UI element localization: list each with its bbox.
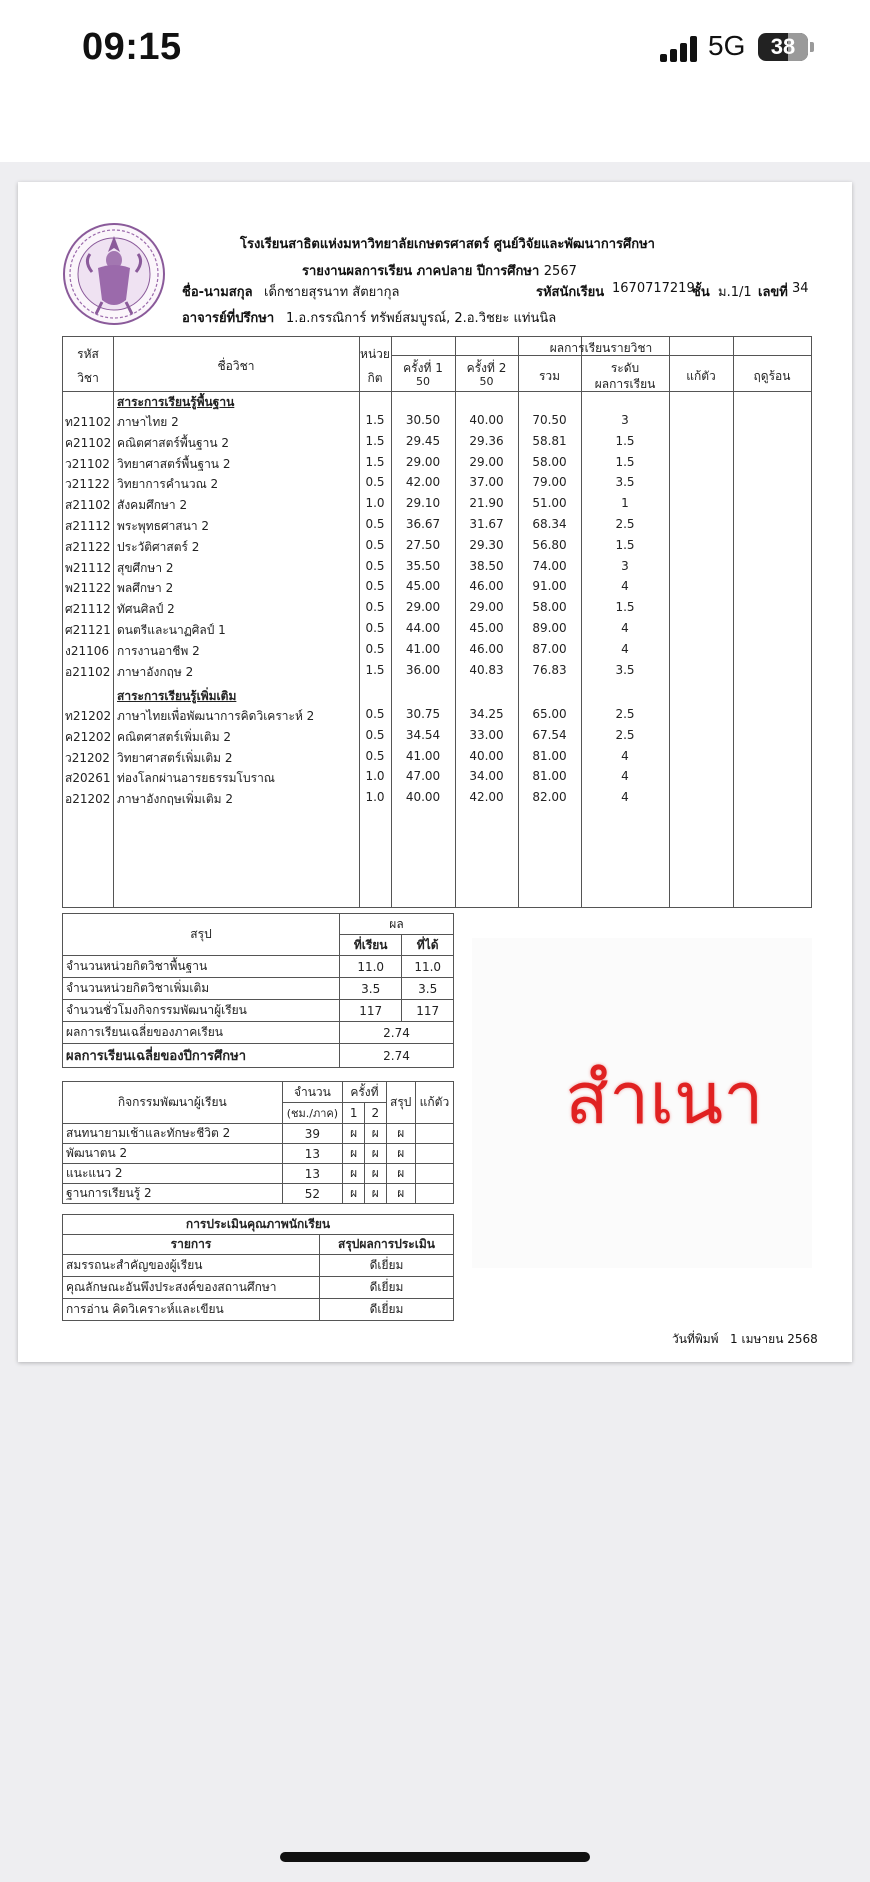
grade-row-t1: 40.00 <box>405 790 441 805</box>
grade-row-name: ภาษาไทย 2 <box>117 415 179 429</box>
grade-row-name: การงานอาชีพ 2 <box>117 643 200 658</box>
number-value: 34 <box>792 281 809 296</box>
student-id-label: รหัสนักเรียน <box>536 285 605 300</box>
activity-r1: ผ <box>343 1164 365 1184</box>
quality-col-item: รายการ <box>63 1235 320 1255</box>
activities-sum: สรุป <box>386 1082 415 1124</box>
grade-row-code: ว21202 <box>65 750 110 765</box>
grade-row-name: ภาษาอังกฤษเพิ่มเติม 2 <box>117 792 233 807</box>
summary-study: 11.0 <box>340 956 402 978</box>
col-total: รวม <box>538 369 561 383</box>
col-code-2: วิชา <box>77 371 99 385</box>
copy-stamp: สำเนา <box>565 1056 764 1140</box>
gpa-year-label: ผลการเรียนเฉลี่ยของปีการศึกษา <box>63 1044 340 1068</box>
grade-row-t2: 46.00 <box>469 641 504 656</box>
grade-row-t2: 29.36 <box>469 433 504 448</box>
grade-row-unit: 0.5 <box>365 707 385 721</box>
print-date-value: 1 เมษายน 2568 <box>730 1332 818 1346</box>
summary-col-study: ที่เรียน <box>340 935 402 956</box>
grade-row-t1: 30.50 <box>405 413 441 427</box>
summary-col-got: ที่ได้ <box>402 935 454 956</box>
grade-row-t2: 34.25 <box>469 707 504 721</box>
grade-row-code: ศ21112 <box>65 602 111 617</box>
grade-row-grade: 1 <box>621 496 629 511</box>
class-label: ชั้น <box>692 285 710 300</box>
quality-item: คุณลักษณะอันพึงประสงค์ของสถานศึกษา <box>63 1277 320 1299</box>
grade-row-t2: 40.00 <box>469 748 504 763</box>
activity-r2: ผ <box>364 1164 386 1184</box>
grade-row-unit: 1.0 <box>365 496 385 511</box>
print-date-label: วันที่พิมพ์ <box>672 1332 719 1346</box>
grade-row-total: 81.00 <box>532 748 567 763</box>
grade-row-code: ว21102 <box>65 456 110 471</box>
activities-c1: 1 <box>343 1103 365 1124</box>
grade-row-code: ส20261 <box>65 771 111 786</box>
grade-row-t2: 34.00 <box>469 769 504 784</box>
grade-row-total: 87.00 <box>532 641 567 656</box>
col-term1-max: 50 <box>416 375 430 388</box>
school-seal-logo <box>62 222 166 326</box>
activity-sum: ผ <box>386 1144 415 1164</box>
grade-row-name: ท่องโลกผ่านอารยธรรมโบราณ <box>117 771 275 786</box>
grade-row-name: วิทยาการคำนวณ 2 <box>117 477 219 492</box>
activities-hours-2: (ชม./ภาค) <box>282 1103 343 1124</box>
summary-label: จำนวนชั่วโมงกิจกรรมพัฒนาผู้เรียน <box>63 1000 340 1022</box>
grade-row-total: 76.83 <box>532 662 567 677</box>
section-core: สาระการเรียนรู้พื้นฐาน <box>117 395 235 409</box>
activities-fix: แก้ตัว <box>415 1082 453 1124</box>
summary-label: จำนวนหน่วยกิตวิชาพื้นฐาน <box>63 956 340 978</box>
summary-got: 3.5 <box>402 978 454 1000</box>
grade-row-unit: 0.5 <box>365 600 385 615</box>
grade-row-t1: 27.50 <box>405 537 441 552</box>
gpa-year: 2.74 <box>340 1044 454 1068</box>
grade-row-unit: 0.5 <box>365 537 385 552</box>
grade-row-t2: 29.00 <box>469 454 504 469</box>
grade-row-t1: 29.45 <box>405 433 441 448</box>
grade-row-t2: 46.00 <box>469 579 504 594</box>
grade-row-t1: 42.00 <box>405 475 441 490</box>
activities-title: กิจกรรมพัฒนาผู้เรียน <box>63 1082 283 1124</box>
quality-result: ดีเยี่ยม <box>320 1299 454 1321</box>
grade-row-t2: 40.83 <box>469 662 504 677</box>
grade-row-name: ภาษาไทยเพื่อพัฒนาการคิดวิเคราะห์ 2 <box>117 709 315 723</box>
grade-row-total: 58.00 <box>532 454 567 469</box>
grade-row-name: พระพุทธศาสนา 2 <box>117 519 210 533</box>
status-bar <box>0 0 870 162</box>
grade-row-t2: 42.00 <box>469 790 504 805</box>
grade-row-t2: 31.67 <box>469 517 504 531</box>
home-indicator[interactable] <box>280 1852 590 1862</box>
grade-row-t2: 21.90 <box>469 496 504 511</box>
grade-row-name: คณิตศาสตร์เพิ่มเติม 2 <box>117 729 232 744</box>
grades-table <box>62 336 812 908</box>
grade-row-code: อ21102 <box>65 664 111 679</box>
grade-row-unit: 1.5 <box>365 433 385 448</box>
activity-hours: 52 <box>282 1184 343 1204</box>
student-id: 1670717219 <box>612 281 695 296</box>
activities-c2: 2 <box>364 1103 386 1124</box>
grade-row-grade: 4 <box>621 641 629 656</box>
grade-row-code: พ21112 <box>65 560 112 575</box>
grade-row-name: ทัศนศิลป์ 2 <box>117 602 175 617</box>
summary-got: 11.0 <box>402 956 454 978</box>
grade-row-grade: 3.5 <box>615 662 635 677</box>
col-level-1: ระดับ <box>610 361 640 375</box>
grade-row-total: 51.00 <box>532 496 567 511</box>
grade-row-grade: 1.5 <box>615 600 635 615</box>
grade-row-total: 81.00 <box>532 769 567 784</box>
grade-row-t1: 34.54 <box>405 727 441 742</box>
grade-row-unit: 0.5 <box>365 579 385 594</box>
col-subject: ชื่อวิชา <box>217 359 255 373</box>
battery-tip <box>810 42 814 52</box>
activity-r2: ผ <box>364 1144 386 1164</box>
col-summer: ฤดูร้อน <box>753 369 791 383</box>
grade-row-name: วิทยาศาสตร์พื้นฐาน 2 <box>117 456 231 471</box>
grade-row-name: ภาษาอังกฤษ 2 <box>117 664 194 679</box>
grade-row-grade: 2.5 <box>615 707 635 721</box>
grade-row-code: ง21106 <box>65 643 110 658</box>
grade-row-total: 56.80 <box>532 537 567 552</box>
grade-row-name: สังคมศึกษา 2 <box>117 498 188 513</box>
number-label: เลขที่ <box>758 285 788 300</box>
activity-r1: ผ <box>343 1184 365 1204</box>
grade-row-t2: 38.50 <box>469 558 504 573</box>
col-code-1: รหัส <box>77 347 99 361</box>
grade-row-t2: 40.00 <box>469 413 504 427</box>
grade-row-total: 91.00 <box>532 579 567 594</box>
quality-item: สมรรถนะสำคัญของผู้เรียน <box>63 1255 320 1277</box>
col-term2: ครั้งที่ 2 <box>466 361 507 375</box>
signal-icon <box>660 34 700 62</box>
col-term2-max: 50 <box>479 375 494 388</box>
grade-row-unit: 0.5 <box>365 621 385 635</box>
activity-r1: ผ <box>343 1144 365 1164</box>
grade-row-grade: 2.5 <box>615 727 635 742</box>
activity-sum: ผ <box>386 1184 415 1204</box>
grade-row-name: สุขศึกษา 2 <box>117 560 174 575</box>
grade-row-unit: 0.5 <box>365 727 385 742</box>
summary-study: 117 <box>340 1000 402 1022</box>
grade-row-t2: 37.00 <box>469 475 504 490</box>
grade-row-grade: 4 <box>621 621 629 635</box>
grade-row-t1: 45.00 <box>405 579 441 594</box>
grade-row-name: พลศึกษา 2 <box>117 581 174 596</box>
grade-row-code: ส21122 <box>65 539 111 554</box>
grade-row-unit: 1.0 <box>365 790 385 805</box>
grade-row-name: คณิตศาสตร์พื้นฐาน 2 <box>117 435 229 450</box>
grade-row-total: 58.81 <box>532 433 567 448</box>
print-date <box>672 1330 818 1349</box>
col-unit-2: กิต <box>367 371 383 385</box>
activity-r2: ผ <box>364 1124 386 1144</box>
student-name-label: ชื่อ-นามสกุล <box>182 285 253 300</box>
activity-fix <box>415 1144 453 1164</box>
grade-row-t2: 29.00 <box>469 600 504 615</box>
grade-row-code: ท21202 <box>65 709 112 723</box>
grade-row-unit: 1.0 <box>365 769 385 784</box>
grade-row-t1: 29.10 <box>405 496 441 511</box>
grade-row-total: 58.00 <box>532 600 567 615</box>
grade-row-t1: 41.00 <box>405 748 441 763</box>
activity-name: แนะแนว 2 <box>63 1164 283 1184</box>
summary-table <box>62 913 454 1068</box>
grade-row-t1: 36.00 <box>405 662 441 677</box>
grade-row-code: ค21102 <box>65 435 112 450</box>
grade-row-code: ท21102 <box>65 415 112 429</box>
grade-row-unit: 1.5 <box>365 662 385 677</box>
summary-label: จำนวนหน่วยกิตวิชาเพิ่มเติม <box>63 978 340 1000</box>
summary-got: 117 <box>402 1000 454 1022</box>
grade-row-t1: 30.75 <box>405 707 441 721</box>
grade-row-t1: 29.00 <box>405 454 441 469</box>
activity-fix <box>415 1124 453 1144</box>
clock: 09:15 <box>82 26 182 68</box>
grade-row-grade: 4 <box>621 748 629 763</box>
grade-row-t2: 29.30 <box>469 537 504 552</box>
grade-row-unit: 0.5 <box>365 558 385 573</box>
grade-row-code: ค21202 <box>65 729 112 744</box>
grade-row-total: 67.54 <box>532 727 567 742</box>
grade-row-t1: 47.00 <box>405 769 441 784</box>
activity-r2: ผ <box>364 1184 386 1204</box>
battery-icon <box>758 33 808 61</box>
activity-r1: ผ <box>343 1124 365 1144</box>
activities-times: ครั้งที่ <box>343 1082 386 1103</box>
quality-item: การอ่าน คิดวิเคราะห์และเขียน <box>63 1299 320 1321</box>
grade-row-grade: 3 <box>621 413 629 427</box>
grade-row-t1: 36.67 <box>405 517 441 531</box>
quality-title: การประเมินคุณภาพนักเรียน <box>63 1215 454 1235</box>
student-name: เด็กชายสุรนาท สัตยากุล <box>264 285 400 300</box>
activities-hours-1: จำนวน <box>282 1082 343 1103</box>
grade-row-total: 79.00 <box>532 475 567 490</box>
grade-row-t2: 33.00 <box>469 727 504 742</box>
activities-table <box>62 1081 454 1204</box>
school-name: โรงเรียนสาธิตแห่งมหาวิทยาลัยเกษตรศาสตร์ ศูนย์วิจัยและพัฒนาการศึกษา <box>240 237 655 252</box>
grade-row-grade: 1.5 <box>615 454 635 469</box>
grade-row-unit: 0.5 <box>365 475 385 490</box>
activity-name: สนทนายามเช้าและทักษะชีวิต 2 <box>63 1124 283 1144</box>
activity-hours: 13 <box>282 1164 343 1184</box>
activity-sum: ผ <box>386 1124 415 1144</box>
grade-row-name: วิทยาศาสตร์เพิ่มเติม 2 <box>117 750 233 765</box>
grade-row-t2: 45.00 <box>469 621 504 635</box>
grade-row-unit: 1.5 <box>365 454 385 469</box>
grade-row-t1: 29.00 <box>405 600 441 615</box>
summary-result: ผล <box>340 914 454 935</box>
grade-row-grade: 2.5 <box>615 517 635 531</box>
grade-row-t1: 44.00 <box>405 621 441 635</box>
grade-row-total: 70.50 <box>532 413 567 427</box>
grade-row-t1: 35.50 <box>405 558 441 573</box>
grade-row-grade: 3 <box>621 558 629 573</box>
summary-title: สรุป <box>63 914 340 956</box>
grade-row-unit: 1.5 <box>365 413 385 427</box>
grade-row-grade: 4 <box>621 790 629 805</box>
col-level-2: ผลการเรียน <box>594 377 656 391</box>
gpa-term-label: ผลการเรียนเฉลี่ยของภาคเรียน <box>63 1022 340 1044</box>
col-results: ผลการเรียนรายวิชา <box>549 341 653 355</box>
grade-row-code: พ21122 <box>65 581 112 596</box>
quality-table <box>62 1214 454 1321</box>
academic-year: 2567 <box>543 264 577 279</box>
activity-fix <box>415 1164 453 1184</box>
grade-row-unit: 0.5 <box>365 748 385 763</box>
activity-hours: 13 <box>282 1144 343 1164</box>
activity-name: ฐานการเรียนรู้ 2 <box>63 1184 283 1204</box>
network-type: 5G <box>708 30 746 61</box>
battery-level: 38 <box>770 34 796 59</box>
activity-hours: 39 <box>282 1124 343 1144</box>
grade-row-code: ศ21121 <box>65 623 111 637</box>
grade-row-name: ดนตรีและนาฏศิลป์ 1 <box>117 623 226 637</box>
section-extra: สาระการเรียนรู้เพิ่มเติม <box>117 689 237 703</box>
col-unit-1: หน่วย <box>360 347 390 361</box>
grade-row-unit: 0.5 <box>365 517 385 531</box>
summary-study: 3.5 <box>340 978 402 1000</box>
grade-row-total: 82.00 <box>532 790 567 805</box>
grade-row-unit: 0.5 <box>365 641 385 656</box>
report-title <box>302 260 577 281</box>
grade-row-name: ประวัติศาสตร์ 2 <box>117 539 200 554</box>
grade-row-grade: 4 <box>621 769 629 784</box>
col-fix: แก้ตัว <box>686 369 716 383</box>
advisor-value: 1.อ.กรรณิการ์ ทรัพย์สมบูรณ์, 2.อ.วิชยะ แท่นนิล <box>286 311 557 326</box>
advisor-label: อาจารย์ที่ปรึกษา <box>182 311 275 326</box>
activity-fix <box>415 1184 453 1204</box>
grade-row-code: ส21112 <box>65 519 111 533</box>
grade-row-t1: 41.00 <box>405 641 441 656</box>
grade-row-code: อ21202 <box>65 792 111 807</box>
class-value: ม.1/1 <box>718 285 752 300</box>
grade-row-total: 65.00 <box>532 707 567 721</box>
gpa-term: 2.74 <box>340 1022 454 1044</box>
grade-row-total: 74.00 <box>532 558 567 573</box>
col-term1: ครั้งที่ 1 <box>403 361 443 375</box>
grade-row-grade: 1.5 <box>615 537 635 552</box>
quality-result: ดีเยี่ยม <box>320 1255 454 1277</box>
report-title-text: รายงานผลการเรียน ภาคปลาย ปีการศึกษา <box>302 264 540 279</box>
quality-col-result: สรุปผลการประเมิน <box>320 1235 454 1255</box>
grade-row-grade: 1.5 <box>615 433 635 448</box>
grade-row-grade: 3.5 <box>615 475 635 490</box>
grade-row-grade: 4 <box>621 579 629 594</box>
grade-row-total: 89.00 <box>532 621 567 635</box>
grade-row-code: ว21122 <box>65 477 110 492</box>
activity-name: พัฒนาตน 2 <box>63 1144 283 1164</box>
activity-sum: ผ <box>386 1164 415 1184</box>
quality-result: ดีเยี่ยม <box>320 1277 454 1299</box>
grade-row-code: ส21102 <box>65 498 111 513</box>
grade-row-total: 68.34 <box>532 517 567 531</box>
